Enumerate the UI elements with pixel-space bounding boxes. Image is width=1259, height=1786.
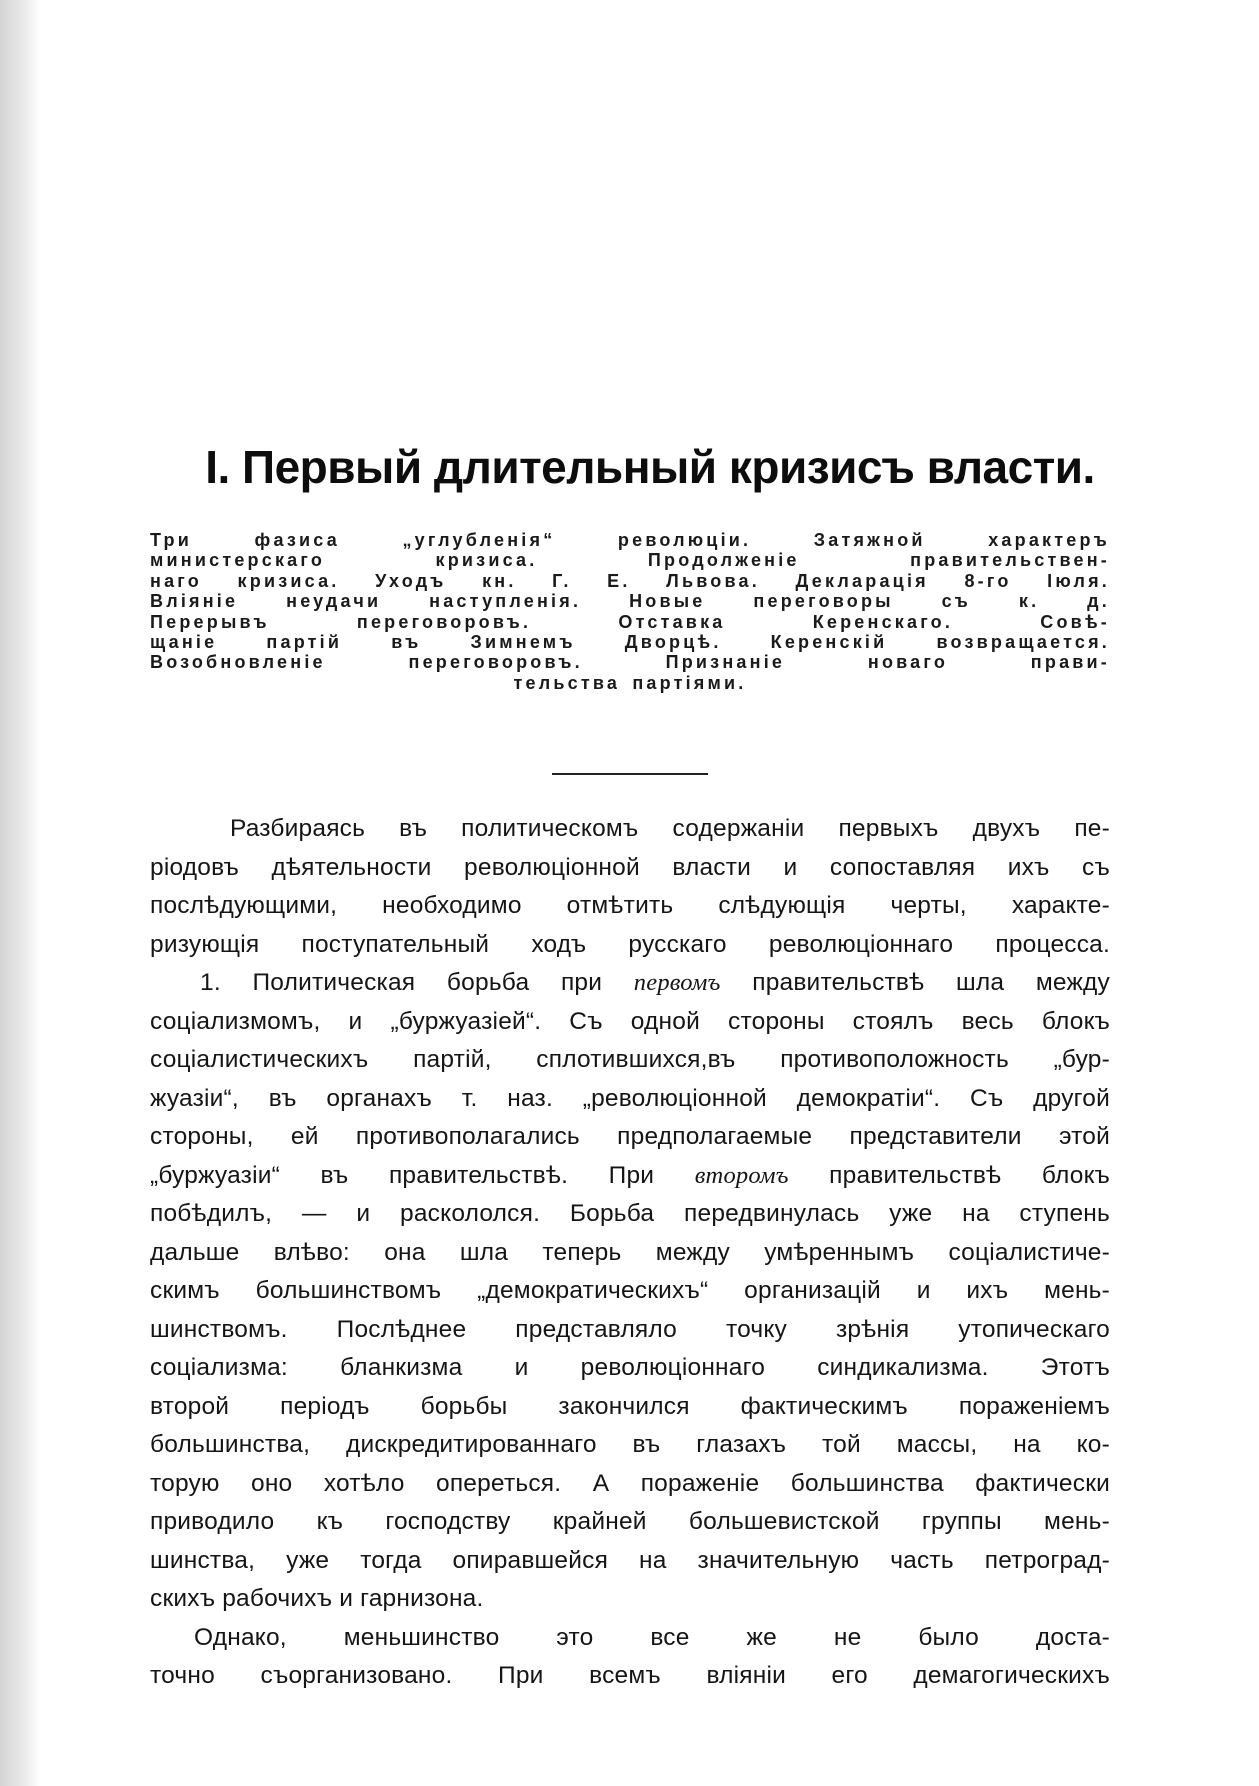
summary-line: Возобновленіе переговоровъ. Признаніе новаго прави- [150, 652, 1110, 673]
summary-line: министерскаго кризиса. Продолженіе правительствен- [150, 550, 1110, 571]
body-line [150, 964, 1110, 1003]
body-line: побѣдилъ, — и раскололся. Борьба передвинулась уже на ступень [150, 1200, 1110, 1227]
body-line: Однако, меньшинство это все же не было доста- [194, 1623, 1110, 1651]
summary-line: Перерывъ переговоровъ. Отставка Керенскаго. Совѣ- [150, 611, 1110, 632]
body-line: соціализма: бланкизма и революціоннаго синдикализма. Этотъ [150, 1354, 1110, 1381]
chapter-title: I. Первый длительный кризисъ власти. [205, 441, 1095, 493]
body-line: жуазіи“, въ органахъ т. наз. „революціонной демократіи“. Съ другой [150, 1084, 1110, 1112]
body-line: второй періодъ борьбы закончился фактическимъ пораженіемъ [150, 1392, 1110, 1420]
summary-line: тельства партіями. [513, 672, 747, 693]
body-line [150, 1157, 1110, 1196]
body-line: стороны, ей противополагались предполагаемые представители этой [150, 1123, 1110, 1150]
body-line: дальше влѣво: она шла теперь между умѣреннымъ соціалистиче- [150, 1238, 1110, 1266]
section-divider [552, 773, 708, 775]
body-text [150, 810, 1110, 1696]
body-line: ризующія поступательный ходъ русскаго революціоннаго процесса. [150, 930, 1110, 958]
body-line: ріодовъ дѣятельности революціонной власти и сопоставляя ихъ съ [150, 853, 1110, 881]
body-line: скихъ рабочихъ и гарнизона. [150, 1585, 484, 1612]
italic-term: первомъ [633, 969, 721, 996]
body-line: Разбираясь въ политическомъ содержаніи первыхъ двухъ пе- [230, 815, 1110, 842]
chapter-summary [150, 530, 1110, 693]
text-run: 1. Политическая борьба при [200, 969, 634, 996]
summary-line: щаніе партій въ Зимнемъ Дворцѣ. Керенскій возвращается. [150, 632, 1110, 653]
body-line: приводило къ господству крайней большевистской группы мень- [150, 1508, 1110, 1535]
text-run: правительствѣ шла между [720, 969, 1110, 996]
italic-term: второмъ [694, 1161, 789, 1189]
body-line: соціалистическихъ партій, сплотившихся,въ противоположность „бур- [150, 1046, 1110, 1073]
body-line: торую оно хотѣло опереться. А пораженіе большинства фактически [150, 1469, 1110, 1497]
summary-line: Вліяніе неудачи наступленія. Новые переговоры съ к. д. [150, 591, 1110, 612]
scan-edge [0, 0, 40, 1786]
body-line: соціализмомъ, и „буржуазіей“. Съ одной стороны стоялъ весь блокъ [150, 1007, 1110, 1035]
body-line: послѣдующими, необходимо отмѣтить слѣдующія черты, характе- [150, 892, 1110, 919]
text-run: правительствѣ блокъ [788, 1161, 1111, 1189]
body-line: большинства, дискредитированнаго въ глазахъ той массы, на ко- [150, 1431, 1110, 1458]
body-line: шинства, уже тогда опиравшейся на значительную часть петроград- [150, 1546, 1110, 1574]
body-line: точно съорганизовано. При всемъ вліяніи его демагогическихъ [150, 1662, 1110, 1689]
body-line: шинствомъ. Послѣднее представляло точку зрѣнія утопическаго [150, 1315, 1110, 1343]
summary-line: наго кризиса. Уходъ кн. Г. Е. Львова. Декларація 8-го Іюля. [150, 570, 1110, 591]
body-line: скимъ большинствомъ „демократическихъ“ организацій и ихъ мень- [150, 1277, 1110, 1304]
text-run: „буржуазіи“ въ правительствѣ. При [150, 1161, 695, 1189]
summary-line: Три фазиса „углубленія“ революціи. Затяжной характеръ [150, 530, 1110, 550]
